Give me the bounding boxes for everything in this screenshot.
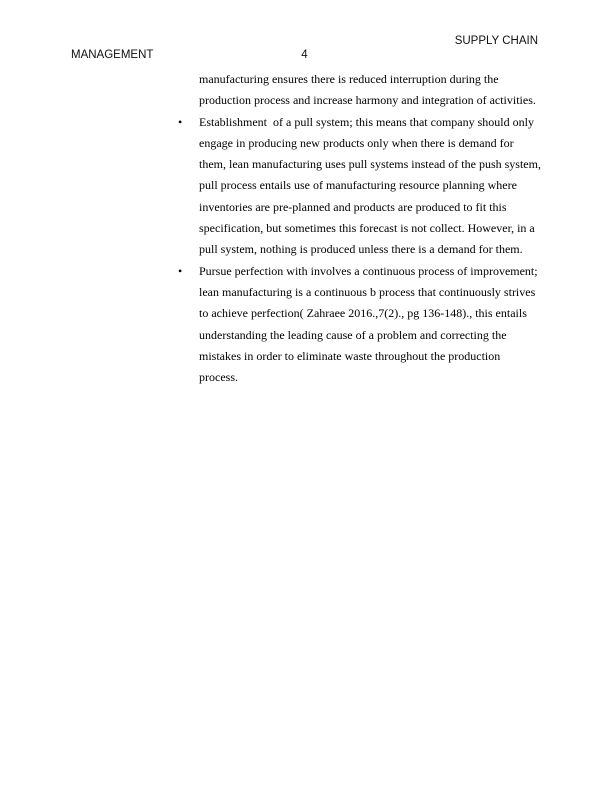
text-line: specification, but sometimes this forecast is not collect. However, in a — [199, 221, 535, 236]
bullet-icon: • — [178, 263, 183, 278]
text-line: Pursue perfection with involves a continuous process of improvement; — [199, 263, 538, 278]
text-line: Establishment of a pull system; this means that company should only — [199, 114, 534, 129]
text-line: to achieve perfection( Zahraee 2016.,7(2)., pg 136-148)., this entails — [199, 306, 527, 321]
body-text — [178, 69, 559, 388]
running-head-line2-row — [71, 49, 538, 63]
running-head-line2: MANAGEMENT — [71, 48, 154, 61]
text-line: pull process entails use of manufacturing resource planning where — [199, 178, 517, 193]
text-line: understanding the leading cause of a problem and correcting the — [199, 327, 507, 342]
text-line: them, lean manufacturing uses pull systems instead of the push system, — [199, 157, 541, 172]
text-line: manufacturing ensures there is reduced interruption during the — [199, 72, 499, 86]
text-line: lean manufacturing is a continuous b process that continuously strives — [199, 284, 536, 299]
text-line: mistakes in order to eliminate waste throughout the production — [199, 348, 501, 363]
running-head — [71, 35, 538, 62]
bullet-icon: • — [178, 114, 183, 129]
page-number: 4 — [301, 48, 308, 61]
bullet-item-pursue-perfection — [178, 261, 559, 389]
text-line: engage in producing new products only when there is demand for — [199, 135, 514, 150]
text-line: inventories are pre-planned and products are produced to fit this — [199, 199, 507, 214]
paragraph-continuation — [199, 69, 559, 112]
text-line: production process and increase harmony and integration of activities. — [199, 93, 536, 108]
text-line: pull system, nothing is produced unless there is a demand for them. — [199, 242, 523, 257]
running-head-line1: SUPPLY CHAIN — [454, 35, 538, 47]
bullet-item-pull-system — [178, 112, 559, 261]
text-line: process. — [199, 370, 238, 385]
